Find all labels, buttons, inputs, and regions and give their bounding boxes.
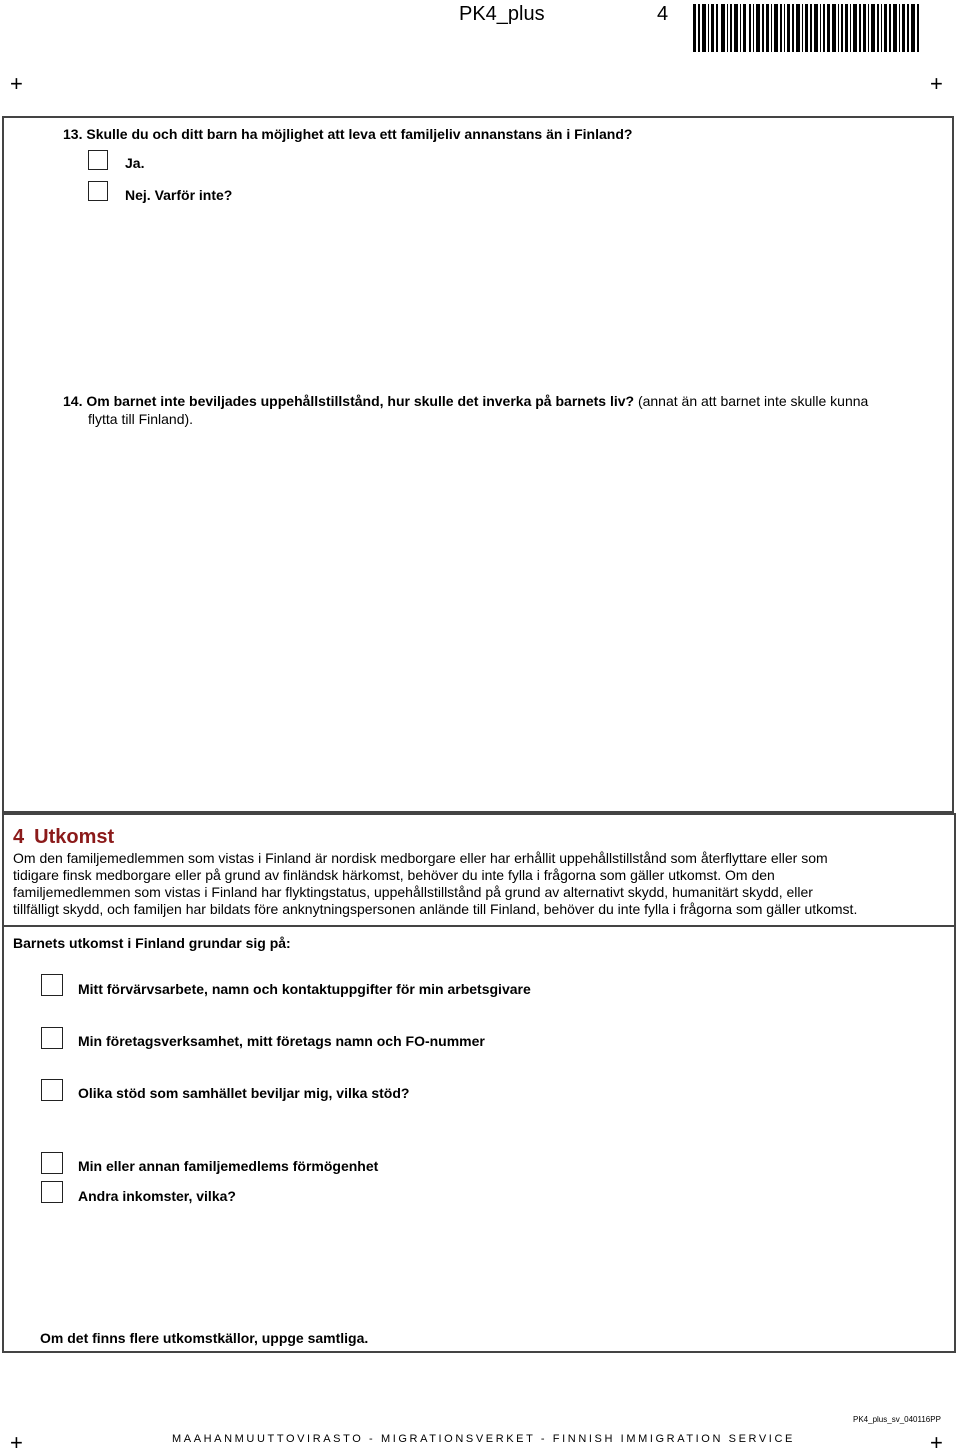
- section-title: [13, 826, 114, 849]
- income-business-label: Min företagsverksamhet, mitt företags namn och FO-nummer: [78, 1033, 485, 1049]
- question-14-note-cont: flytta till Finland).: [88, 411, 194, 427]
- registration-mark-bottom-left: +: [10, 1430, 23, 1455]
- q13-yes-checkbox[interactable]: [88, 150, 108, 170]
- registration-mark-top-right: +: [930, 71, 943, 96]
- section-info: [13, 850, 943, 918]
- question-14: [63, 392, 933, 410]
- question-14-note: (annat än att barnet inte skulle kunna: [634, 393, 869, 409]
- question-14-main: 14. Om barnet inte beviljades uppehållstillstånd, hur skulle det inverka på barnets liv?: [63, 393, 635, 409]
- info-line: tidigare finsk medborgare eller på grund av finländsk härkomst, behöver du inte fylla i frågorna som gäller utkomst. Om den: [13, 867, 775, 883]
- income-assets-checkbox[interactable]: [41, 1152, 63, 1174]
- registration-mark-bottom-right: +: [930, 1430, 943, 1455]
- income-subheading: Barnets utkomst i Finland grundar sig på:: [13, 935, 291, 951]
- q13-yes-label: Ja.: [125, 155, 145, 171]
- q13-no-label: Nej. Varför inte?: [125, 187, 233, 203]
- income-benefits-checkbox[interactable]: [41, 1079, 63, 1101]
- questions-box: [2, 116, 954, 813]
- barcode-image: [693, 4, 921, 52]
- income-assets-label: Min eller annan familjemedlems förmögenhet: [78, 1158, 379, 1174]
- agency-footer: MAAHANMUUTTOVIRASTO - MIGRATIONSVERKET - FINNISH IMMIGRATION SERVICE: [172, 1433, 795, 1445]
- section-number: 4: [13, 826, 25, 848]
- income-other-label: Andra inkomster, vilka?: [78, 1188, 236, 1204]
- page-number: 4: [657, 3, 669, 25]
- question-13: 13. Skulle du och ditt barn ha möjlighet att leva ett familjeliv annanstans än i Finland?: [63, 126, 633, 142]
- income-benefits-label: Olika stöd som samhället beviljar mig, vilka stöd?: [78, 1085, 410, 1101]
- income-closing-note: Om det finns flere utkomstkällor, uppge samtliga.: [40, 1330, 369, 1346]
- info-line: familjemedlemmen som vistas i Finland har flyktingstatus, uppehållstillstånd på grund av alternativt skydd, humanitärt skydd, eller: [13, 884, 813, 900]
- info-line: tillfälligt skydd, och familjen har bildats före anknytningspersonen anlände till Finland, behöver du inte fylla i frågorna som gäller utkomst.: [13, 901, 858, 917]
- income-business-checkbox[interactable]: [41, 1027, 63, 1049]
- q13-no-checkbox[interactable]: [88, 181, 108, 201]
- form-name: PK4_plus: [459, 3, 545, 25]
- section-divider: [4, 925, 954, 927]
- registration-mark-top-left: +: [10, 71, 23, 96]
- info-line: Om den familjemedlemmen som vistas i Finland är nordisk medborgare eller har erhållit uppehållstillstånd som återflyttare eller som: [13, 850, 828, 866]
- section-title-text: Utkomst: [34, 826, 115, 848]
- income-employment-label: Mitt förvärvsarbete, namn och kontaktuppgifter för min arbetsgivare: [78, 981, 531, 997]
- form-code: PK4_plus_sv_040116PP: [853, 1415, 941, 1424]
- income-employment-checkbox[interactable]: [41, 974, 63, 996]
- income-other-checkbox[interactable]: [41, 1181, 63, 1203]
